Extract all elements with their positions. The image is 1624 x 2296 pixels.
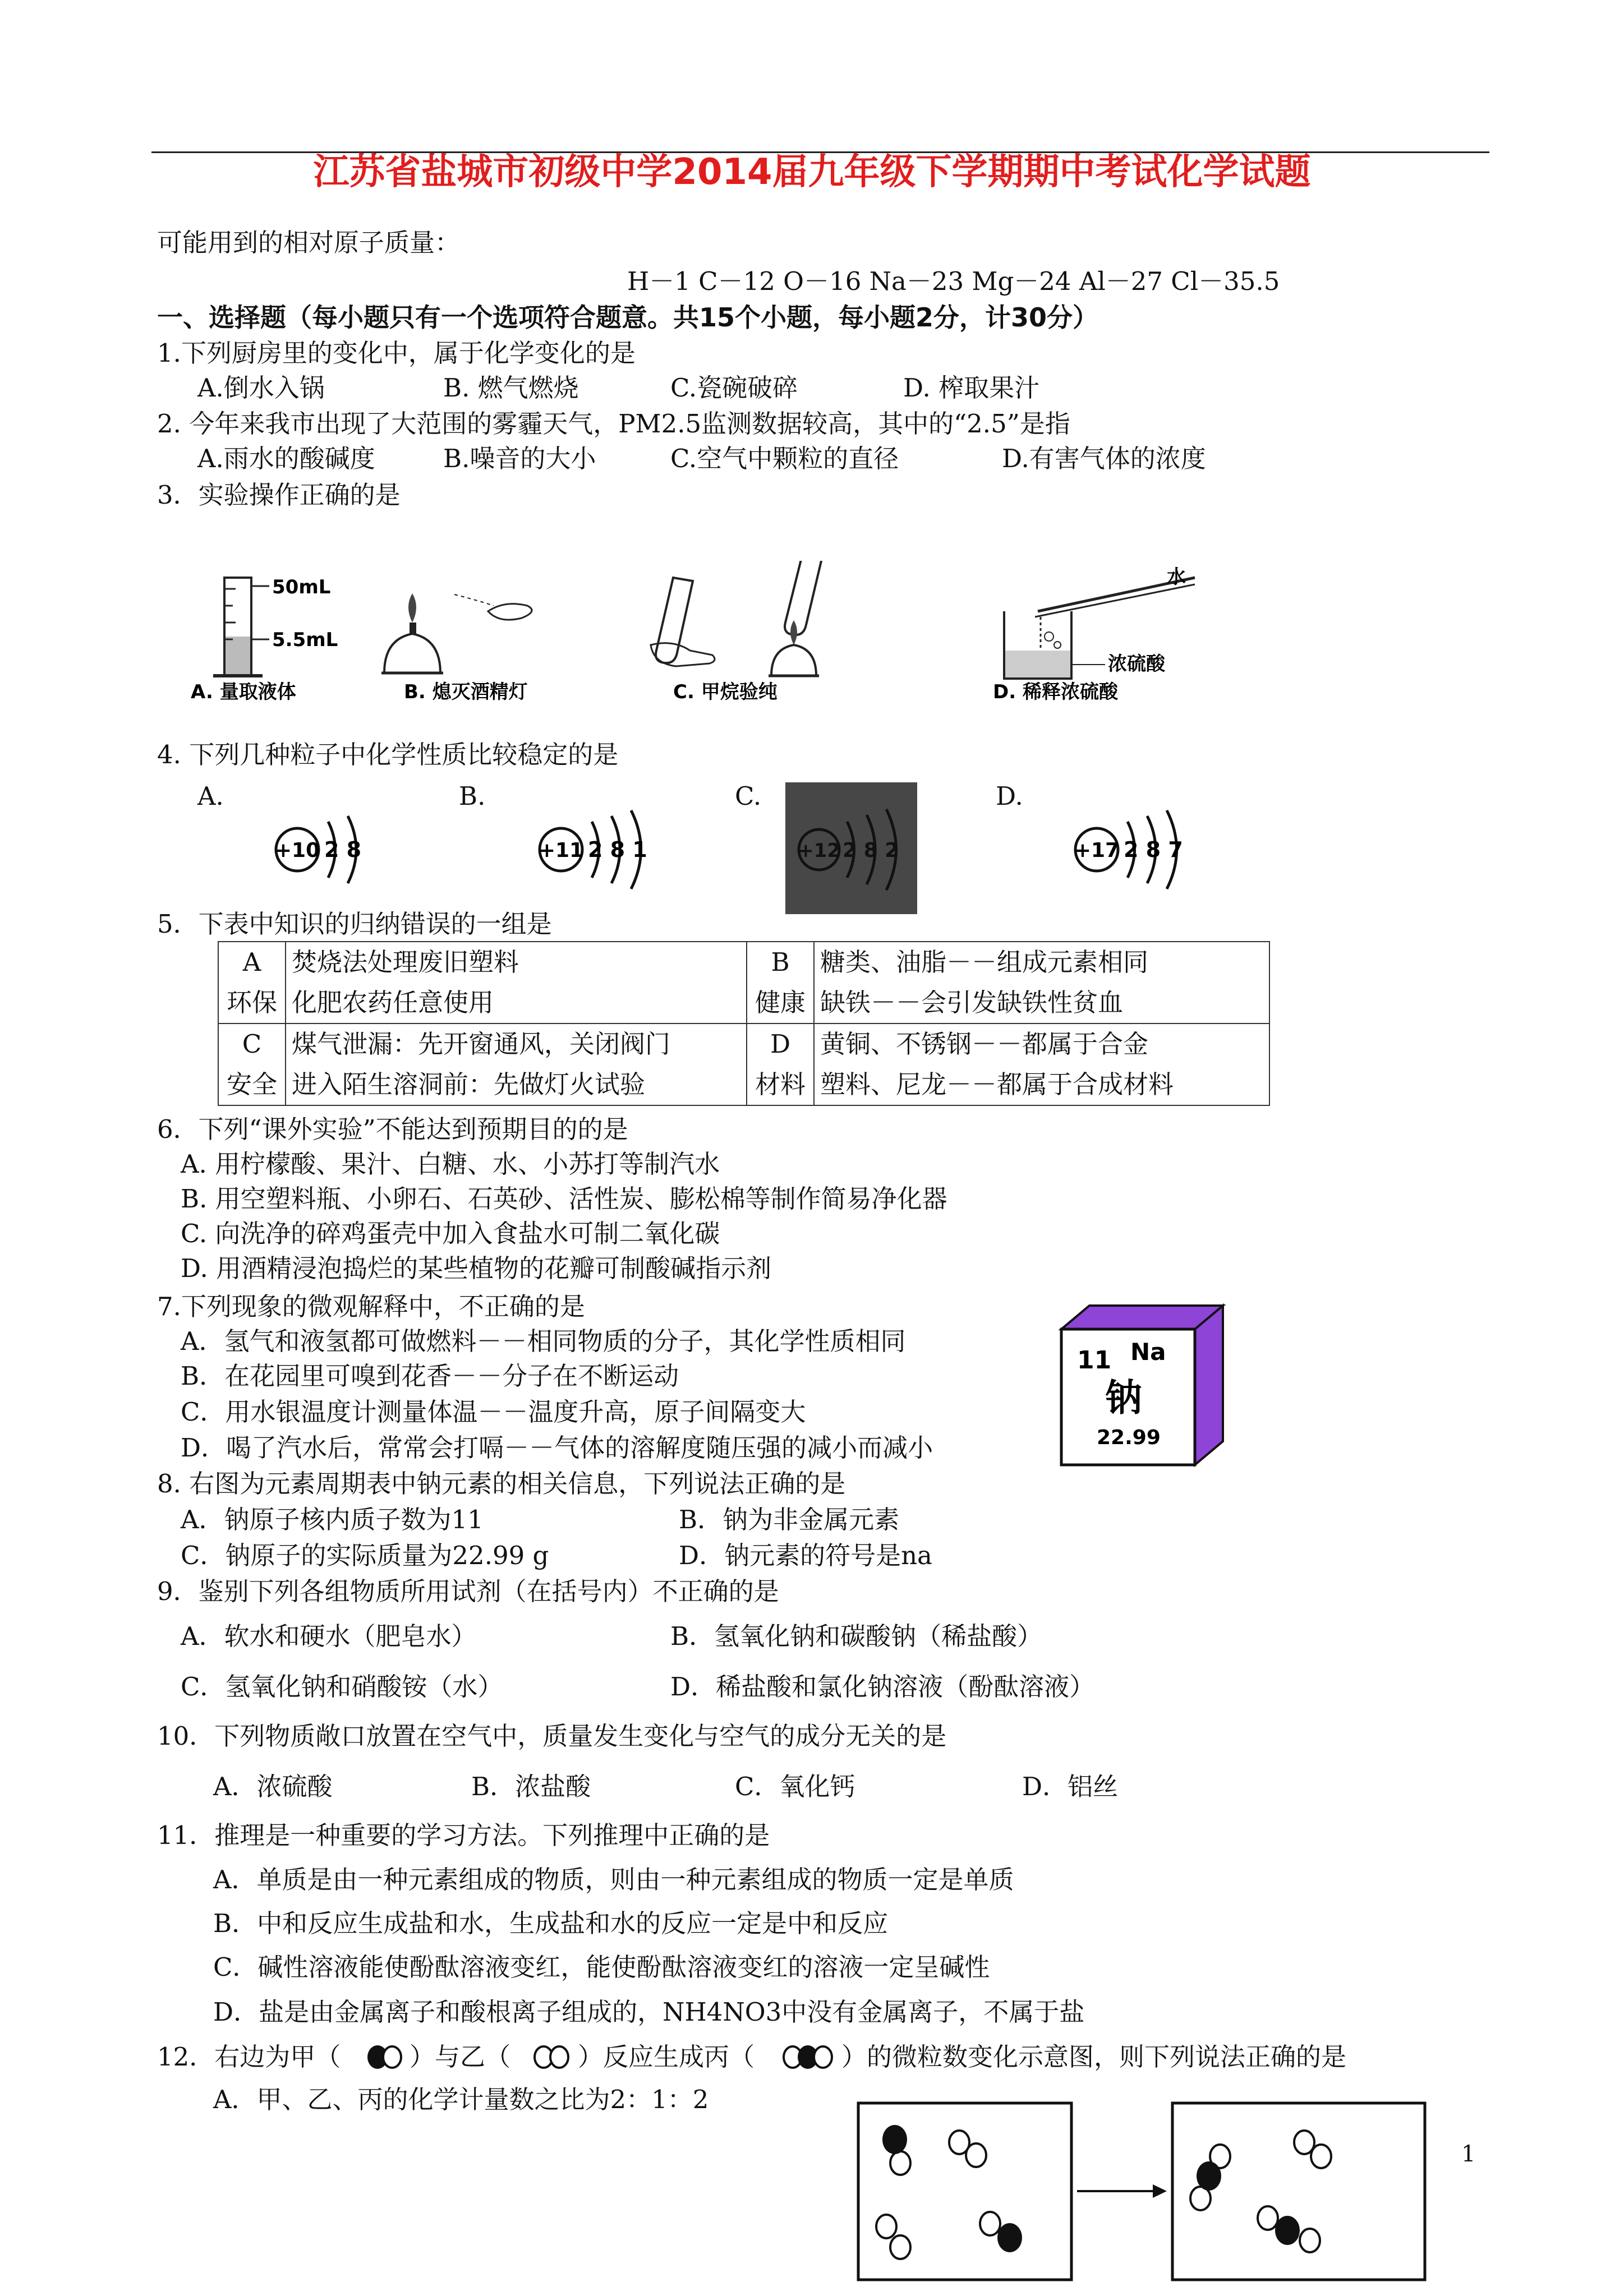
- q8-option-c: C．钠原子的实际质量为22.99 g: [181, 1541, 549, 1570]
- q1-option-b: B. 燃气燃烧: [443, 373, 579, 403]
- table-cell: B 健康: [747, 942, 814, 1023]
- beaker-dilution-icon: [1004, 578, 1195, 679]
- fig-b-label: B. 熄灭酒精灯: [404, 681, 528, 703]
- q4-option-c: C.: [735, 781, 762, 811]
- table-cell: 黄铜、不锈钢－－都属于合金 塑料、尼龙－－都属于合成材料: [814, 1023, 1269, 1105]
- molecule-yi-icon: [530, 2043, 575, 2072]
- svg-text:+12: +12: [798, 840, 840, 862]
- q1-option-c: C.瓷碗破碎: [670, 373, 798, 403]
- q7-option-a: A．氢气和液氢都可做燃料－－相同物质的分子，其化学性质相同: [181, 1326, 906, 1356]
- fig-a-label: A. 量取液体: [191, 681, 296, 703]
- q9-stem: 9．鉴别下列各组物质所用试剂（在括号内）不正确的是: [157, 1576, 779, 1606]
- q12-option-a: A．甲、乙、丙的化学计量数之比为2：1：2: [213, 2085, 709, 2114]
- table-cell: 煤气泄漏：先开窗通风，关闭阀门 进入陌生溶洞前：先做灯火试验: [286, 1023, 747, 1105]
- q2-option-a: A.雨水的酸碱度: [197, 444, 375, 473]
- svg-text:22.99: 22.99: [1097, 1426, 1161, 1449]
- atom-diagram-b: [527, 808, 696, 897]
- q3-lab-figures: [191, 561, 1257, 707]
- q11-option-c: C．碱性溶液能使酚酞溶液变红，能使酚酞溶液变红的溶液一定呈碱性: [213, 1952, 990, 1982]
- svg-text:2 8 1: 2 8 1: [588, 837, 647, 862]
- q7-option-c: C．用水银温度计测量体温－－温度升高，原子间隔变大: [181, 1397, 806, 1427]
- page-number: 1: [1461, 2141, 1476, 2167]
- molecule-jia-icon: [362, 2043, 407, 2072]
- table-cell: 焚烧法处理废旧塑料 化肥农药任意使用: [286, 942, 747, 1023]
- q9-option-b: B．氢氧化钠和碳酸钠（稀盐酸）: [670, 1621, 1043, 1651]
- q6-option-b: B. 用空塑料瓶、小卵石、石英砂、活性炭、膨松棉等制作简易净化器: [181, 1184, 947, 1214]
- q10-option-a: A．浓硫酸: [213, 1772, 333, 1801]
- q9-option-d: D．稀盐酸和氯化钠溶液（酚酞溶液）: [670, 1672, 1095, 1702]
- table-cell: C 安全: [218, 1023, 286, 1105]
- q12-stem-part4: ）的微粒数变化示意图，则下列说法正确的是: [841, 2042, 1347, 2072]
- q7-option-b: B．在花园里可嗅到花香－－分子在不断运动: [181, 1361, 679, 1391]
- q10-option-c: C．氧化钙: [735, 1772, 855, 1801]
- q12-stem-part3: ）反应生成丙（: [578, 2042, 755, 2072]
- atomic-mass-label: 可能用到的相对原子质量：: [157, 228, 461, 257]
- q2-stem: 2. 今年来我市出现了大范围的雾霾天气，PM2.5监测数据较高，其中的“2.5”是指: [157, 409, 1070, 439]
- atom-diagram-a: [264, 808, 432, 897]
- q8-option-d: D．钠元素的符号是na: [679, 1541, 932, 1570]
- q11-option-a: A．单质是由一种元素组成的物质，则由一种元素组成的物质一定是单质: [213, 1865, 1014, 1894]
- svg-text:11: 11: [1077, 1346, 1112, 1375]
- q7-option-d: D．喝了汽水后，常常会打嗝－－气体的溶解度随压强的减小而减小: [181, 1433, 933, 1463]
- q6-option-d: D. 用酒精浸泡捣烂的某些植物的花瓣可制酸碱指示剂: [181, 1253, 772, 1283]
- q2-option-d: D.有害气体的浓度: [1002, 444, 1206, 473]
- table-row: [218, 1023, 1269, 1105]
- reaction-diagram: [855, 2100, 1430, 2285]
- q1-option-a: A.倒水入锅: [197, 373, 325, 403]
- q12-stem-part2: ）与乙（: [410, 2042, 511, 2072]
- q4-option-b: B.: [459, 781, 486, 811]
- q9-option-a: A．软水和硬水（肥皂水）: [181, 1621, 477, 1651]
- q11-option-b: B．中和反应生成盐和水，生成盐和水的反应一定是中和反应: [213, 1908, 889, 1938]
- q8-option-a: A．钠原子核内质子数为11: [181, 1505, 484, 1534]
- q2-option-b: B.噪音的大小: [443, 444, 596, 473]
- svg-text:2 8 2: 2 8 2: [843, 839, 899, 862]
- svg-text:2 8: 2 8: [324, 837, 362, 862]
- q1-option-d: D. 榨取果汁: [903, 373, 1040, 403]
- q4-stem: 4. 下列几种粒子中化学性质比较稳定的是: [157, 740, 619, 769]
- tick-5-5ml: 5.5mL: [272, 629, 338, 651]
- q5-stem: 5．下表中知识的归纳错误的一组是: [157, 909, 552, 939]
- acid-label: 浓硫酸: [1108, 653, 1165, 675]
- table-cell: 糖类、油脂－－组成元素相同 缺铁－－会引发缺铁性贫血: [814, 942, 1269, 1023]
- graduated-cylinder-icon: [213, 578, 269, 676]
- page-title: 江苏省盐城市初级中学2014届九年级下学期期中考试化学试题: [313, 151, 1311, 193]
- svg-text:+10: +10: [274, 839, 320, 862]
- q6-option-c: C. 向洗净的碎鸡蛋壳中加入食盐水可制二氧化碳: [181, 1219, 720, 1248]
- q10-stem: 10．下列物质敞口放置在空气中，质量发生变化与空气的成分无关的是: [157, 1721, 947, 1751]
- q6-stem: 6．下列“课外实验”不能达到预期目的的是: [157, 1114, 628, 1144]
- water-label: 水: [1167, 566, 1186, 588]
- q4-option-a: A.: [197, 781, 224, 811]
- q10-option-b: B．浓盐酸: [471, 1772, 591, 1801]
- q12-stem-part1: 12．右边为甲（: [157, 2042, 341, 2072]
- fig-d-label: D. 稀释浓硫酸: [993, 681, 1118, 703]
- q7-stem: 7.下列现象的微观解释中，不正确的是: [157, 1292, 585, 1321]
- q6-option-a: A. 用柠檬酸、果汁、白糖、水、小苏打等制汽水: [181, 1149, 720, 1179]
- atom-diagram-c: [785, 782, 917, 914]
- molecule-bing-icon: [777, 2043, 839, 2072]
- q11-option-d: D．盐是由金属离子和酸根离子组成的，NH4NO3中没有金属离子，不属于盐: [213, 1997, 1085, 2027]
- q11-stem: 11．推理是一种重要的学习方法。下列推理中正确的是: [157, 1820, 770, 1850]
- svg-text:+17: +17: [1074, 839, 1120, 862]
- q9-option-c: C．氢氧化钠和硝酸铵（水）: [181, 1672, 503, 1702]
- fig-c-label: C. 甲烷验纯: [673, 681, 778, 703]
- sodium-element-card: [1055, 1301, 1248, 1469]
- knowledge-table: [218, 941, 1270, 1106]
- tick-50ml: 50mL: [272, 576, 331, 598]
- q8-option-b: B．钠为非金属元素: [679, 1505, 900, 1534]
- svg-text:2 8 7: 2 8 7: [1124, 837, 1183, 862]
- q3-stem: 3．实验操作正确的是: [157, 480, 401, 510]
- test-tube-hand-icon: [651, 561, 822, 676]
- atomic-masses: H－1 C－12 O－16 Na－23 Mg－24 Al－27 Cl－35.5: [627, 266, 1280, 296]
- q10-option-d: D．铝丝: [1022, 1772, 1119, 1801]
- q2-option-c: C.空气中颗粒的直径: [670, 444, 899, 473]
- q4-option-d: D.: [996, 781, 1023, 811]
- svg-text:+11: +11: [538, 839, 584, 862]
- q1-stem: 1.下列厨房里的变化中，属于化学变化的是: [157, 338, 636, 368]
- svg-text:Na: Na: [1130, 1338, 1166, 1366]
- svg-text:钠: 钠: [1105, 1376, 1142, 1419]
- alcohol-lamp-icon: [381, 593, 532, 673]
- table-cell: A 环保: [218, 942, 286, 1023]
- table-cell: D 材料: [747, 1023, 814, 1105]
- atom-diagram-d: [1063, 808, 1231, 897]
- q8-stem: 8. 右图为元素周期表中钠元素的相关信息，下列说法正确的是: [157, 1469, 846, 1499]
- section-heading: 一、选择题（每小题只有一个选项符合题意。共15个小题，每小题2分，计30分）: [157, 302, 1099, 333]
